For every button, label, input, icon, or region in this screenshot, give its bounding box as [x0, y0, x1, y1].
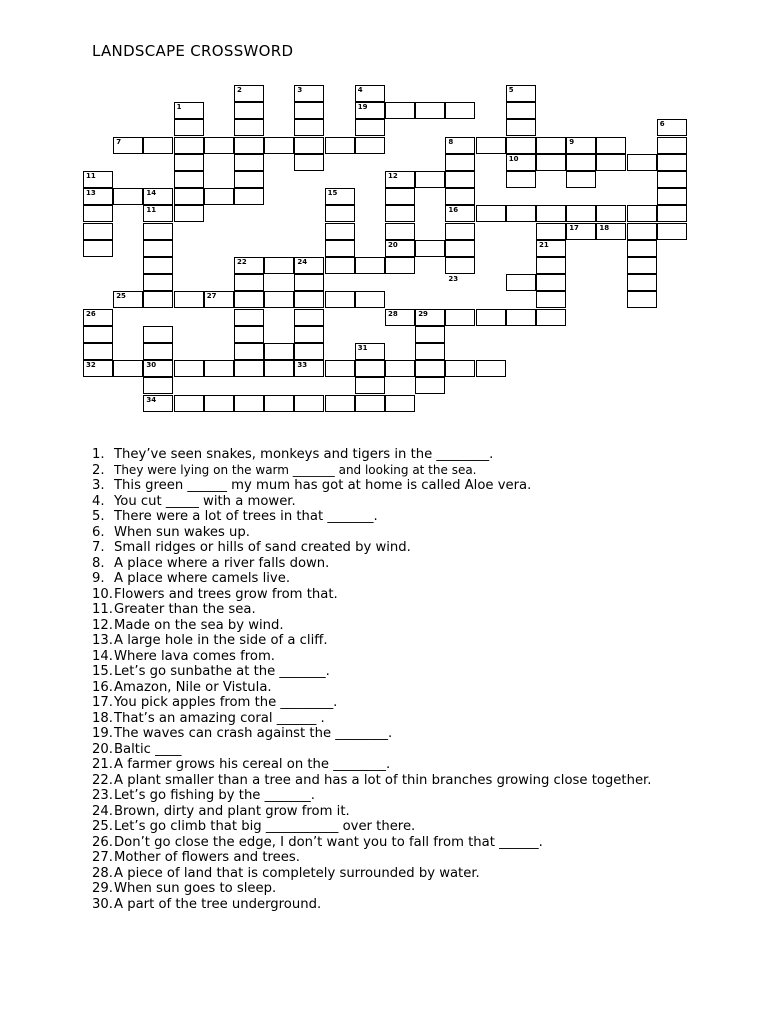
- crossword-grid: [0, 0, 768, 440]
- grid-cell: [506, 102, 536, 119]
- clue-number: 20.: [92, 741, 113, 757]
- clue-item: [92, 695, 652, 711]
- grid-cell: [415, 102, 445, 119]
- grid-cell: [506, 137, 536, 154]
- clue-text: Don’t go close the edge, I don’t want you to fall from that ______.: [114, 834, 543, 850]
- grid-cell: [476, 309, 506, 326]
- grid-cell: [234, 274, 264, 291]
- grid-cell: [385, 102, 415, 119]
- grid-cell: [657, 137, 687, 154]
- clue-number: 3.: [92, 478, 105, 493]
- grid-number: 7: [116, 137, 122, 146]
- clue-item: [92, 819, 652, 835]
- grid-number: 13: [86, 189, 96, 198]
- clue-text: The waves can crash against the ________.: [114, 726, 393, 741]
- clue-item: [92, 835, 652, 851]
- clue-number: 14.: [92, 648, 113, 664]
- clue-text: A piece of land that is completely surrounded by water.: [114, 865, 480, 881]
- clue-number: 25.: [92, 819, 113, 834]
- grid-cell: [325, 395, 355, 412]
- grid-cell: [415, 343, 445, 360]
- clue-number: 24.: [92, 803, 113, 819]
- grid-number: 33: [297, 361, 308, 370]
- grid-cell: [83, 326, 113, 343]
- grid-number: 19: [357, 103, 368, 112]
- grid-cell: [415, 240, 445, 257]
- grid-cell: [506, 274, 536, 291]
- grid-cell: [627, 274, 657, 291]
- grid-cell: [657, 171, 687, 188]
- clue-item: [92, 850, 652, 866]
- clue-item: [92, 556, 652, 572]
- grid-cell: [627, 291, 657, 308]
- grid-cell: [143, 291, 173, 308]
- grid-cell: [174, 395, 204, 412]
- clue-number: 8.: [92, 555, 105, 571]
- grid-cell: [596, 137, 626, 154]
- grid-cell: [264, 257, 294, 274]
- grid-number: 20: [388, 240, 398, 249]
- grid-cell: [627, 223, 657, 240]
- grid-cell: [234, 395, 264, 412]
- grid-number: 5: [508, 86, 514, 94]
- clue-text: When sun wakes up.: [114, 524, 250, 540]
- grid-cell: [325, 137, 355, 154]
- grid-cell: [596, 154, 626, 171]
- grid-cell: [294, 102, 324, 119]
- grid-cell: [415, 377, 445, 394]
- grid-number: 28: [388, 309, 398, 318]
- clue-item: [92, 525, 652, 541]
- grid-cell: [536, 137, 566, 154]
- grid-cell: [294, 326, 324, 343]
- grid-cell: [174, 137, 204, 154]
- grid-cell: [355, 360, 385, 377]
- clue-item: [92, 726, 652, 742]
- clue-text: Flowers and trees grow from that.: [114, 586, 338, 602]
- grid-cell: [143, 257, 173, 274]
- grid-cell: [445, 171, 475, 188]
- clue-number: 11.: [92, 602, 113, 617]
- grid-cell: [385, 257, 415, 274]
- grid-cell: [264, 360, 294, 377]
- grid-cell: [566, 171, 596, 188]
- grid-number: 21: [539, 240, 549, 249]
- grid-cell: [536, 223, 566, 240]
- clue-text: There were a lot of trees in that _______.: [114, 509, 378, 524]
- grid-cell: [294, 119, 324, 136]
- grid-cell: [415, 360, 445, 377]
- grid-number: 11: [146, 206, 157, 215]
- clue-text: Mother of flowers and trees.: [114, 850, 300, 865]
- grid-cell: [143, 137, 173, 154]
- grid-cell: [506, 171, 536, 188]
- grid-cell: [536, 154, 566, 171]
- grid-cell: [83, 343, 113, 360]
- grid-cell: [174, 205, 204, 222]
- grid-cell: [234, 171, 264, 188]
- grid-number: 26: [86, 309, 96, 318]
- clue-item: [92, 866, 652, 882]
- clue-item: [92, 571, 652, 587]
- grid-cell: [476, 360, 506, 377]
- clue-number: 10.: [92, 586, 113, 602]
- grid-cell: [355, 119, 385, 136]
- grid-cell: [415, 326, 445, 343]
- grid-number: 24: [297, 258, 308, 266]
- grid-cell: [657, 188, 687, 205]
- clue-item: [92, 509, 652, 525]
- grid-cell: [536, 274, 566, 291]
- clue-text: Let’s go climb that big ___________ over there.: [114, 819, 416, 834]
- clue-text: A place where a river falls down.: [114, 555, 330, 571]
- clue-number: 26.: [92, 834, 113, 850]
- clue-number: 2.: [92, 462, 105, 478]
- grid-cell: [294, 274, 324, 291]
- grid-cell: [234, 188, 264, 205]
- grid-cell: [506, 309, 536, 326]
- grid-cell: [294, 343, 324, 360]
- grid-cell: [113, 188, 143, 205]
- grid-cell: [355, 257, 385, 274]
- grid-cell: [445, 154, 475, 171]
- clue-number: 7.: [92, 540, 105, 555]
- grid-number: 34: [146, 395, 157, 404]
- clue-number: 1.: [92, 447, 105, 462]
- clue-text: A place where camels live.: [114, 571, 291, 586]
- grid-cell: [355, 291, 385, 308]
- grid-cell: [596, 205, 626, 222]
- grid-cell: [264, 291, 294, 308]
- clue-text: A plant smaller than a tree and has a lot of thin branches growing close together.: [114, 772, 652, 788]
- grid-cell: [234, 343, 264, 360]
- clue-item: [92, 618, 652, 634]
- clue-text: Made on the sea by wind.: [114, 617, 284, 633]
- grid-cell: [385, 395, 415, 412]
- clue-number: 9.: [92, 571, 105, 586]
- clue-text: They’ve seen snakes, monkeys and tigers in the ________.: [114, 447, 494, 462]
- grid-cell: [657, 223, 687, 240]
- clue-text: Brown, dirty and plant grow from it.: [114, 803, 350, 819]
- clue-text: Let’s go fishing by the _______.: [114, 788, 315, 803]
- grid-number: 2: [237, 86, 242, 94]
- grid-cell: [83, 205, 113, 222]
- grid-cell: [174, 119, 204, 136]
- grid-cell: [143, 326, 173, 343]
- clue-item: [92, 742, 652, 758]
- clue-number: 29.: [92, 881, 113, 896]
- grid-cell: [385, 223, 415, 240]
- grid-cell: [566, 154, 596, 171]
- grid-cell: [445, 102, 475, 119]
- grid-cell: [264, 343, 294, 360]
- grid-cell: [204, 395, 234, 412]
- clue-text: You cut _____ with a mower.: [114, 493, 296, 509]
- grid-number: 14: [146, 189, 157, 198]
- grid-cell: [234, 326, 264, 343]
- grid-cell: [385, 205, 415, 222]
- grid-cell: [325, 240, 355, 257]
- grid-cell: [83, 240, 113, 257]
- clue-number: 17.: [92, 695, 113, 710]
- grid-cell: [83, 223, 113, 240]
- clue-text: Amazon, Nile or Vistula.: [114, 679, 272, 695]
- grid-number: 10: [508, 154, 519, 163]
- clue-text: They were lying on the warm _______ and looking at the sea.: [114, 462, 477, 477]
- clue-item: [92, 447, 652, 463]
- grid-cell: [627, 240, 657, 257]
- grid-number: 3: [297, 86, 303, 94]
- clue-text: Small ridges or hills of sand created by wind.: [114, 540, 411, 555]
- grid-number: 12: [388, 172, 398, 180]
- grid-cell: [174, 188, 204, 205]
- clue-item: [92, 804, 652, 820]
- clue-number: 5.: [92, 509, 105, 524]
- clue-text: Greater than the sea.: [114, 602, 256, 617]
- clue-item: [92, 463, 652, 479]
- clue-number: 22.: [92, 772, 113, 788]
- grid-cell: [445, 309, 475, 326]
- grid-cell: [385, 360, 415, 377]
- grid-cell: [234, 154, 264, 171]
- grid-cell: [325, 291, 355, 308]
- clue-item: [92, 711, 652, 727]
- clue-number: 18.: [92, 710, 113, 726]
- grid-cell: [445, 188, 475, 205]
- clue-item: [92, 757, 652, 773]
- grid-number: 18: [599, 223, 610, 232]
- grid-cell: [445, 360, 475, 377]
- grid-cell: [566, 205, 596, 222]
- grid-cell: [143, 240, 173, 257]
- clue-item: [92, 897, 652, 913]
- grid-cell: [234, 102, 264, 119]
- grid-cell: [536, 309, 566, 326]
- clue-item: [92, 478, 652, 494]
- grid-cell: [355, 137, 385, 154]
- grid-number: 29: [418, 309, 428, 318]
- grid-number: 16: [448, 206, 459, 215]
- grid-cell: [174, 154, 204, 171]
- grid-number: 32: [86, 361, 96, 370]
- grid-cell: [355, 377, 385, 394]
- grid-cell: [234, 309, 264, 326]
- clue-item: [92, 881, 652, 897]
- clue-text: A large hole in the side of a cliff.: [114, 633, 328, 648]
- grid-cell: [627, 205, 657, 222]
- grid-number: 31: [357, 344, 368, 352]
- grid-cell: [476, 137, 506, 154]
- clue-item: [92, 773, 652, 789]
- grid-cell: [627, 257, 657, 274]
- clue-list: [92, 447, 652, 912]
- grid-cell: [174, 291, 204, 308]
- grid-cell: [294, 137, 324, 154]
- grid-number: 22: [237, 258, 247, 266]
- clue-item: [92, 788, 652, 804]
- grid-cell: [264, 395, 294, 412]
- clue-text: When sun goes to sleep.: [114, 881, 277, 896]
- clue-number: 13.: [92, 633, 113, 648]
- grid-cell: [234, 119, 264, 136]
- clue-number: 21.: [92, 757, 113, 772]
- page-title: LANDSCAPE CROSSWORD: [92, 42, 294, 60]
- grid-cell: [204, 137, 234, 154]
- clue-item: [92, 649, 652, 665]
- grid-number: 8: [448, 137, 454, 146]
- grid-cell: [657, 205, 687, 222]
- clue-text: This green ______ my mum has got at home is called Aloe vera.: [114, 478, 532, 493]
- clue-number: 27.: [92, 850, 113, 865]
- grid-cell: [143, 343, 173, 360]
- grid-cell: [174, 171, 204, 188]
- grid-number: 6: [659, 120, 665, 129]
- grid-number: 27: [206, 292, 217, 301]
- clue-item: [92, 664, 652, 680]
- clue-number: 12.: [92, 617, 113, 633]
- clue-item: [92, 680, 652, 696]
- grid-cell: [234, 137, 264, 154]
- grid-cell: [445, 257, 475, 274]
- grid-cell: [355, 395, 385, 412]
- grid-cell: [506, 119, 536, 136]
- clue-number: 19.: [92, 726, 113, 741]
- grid-number: 30: [146, 361, 157, 370]
- clue-number: 30.: [92, 896, 113, 912]
- grid-cell: [627, 154, 657, 171]
- grid-cell: [385, 188, 415, 205]
- grid-number: 9: [569, 137, 575, 146]
- clue-text: Baltic ____: [114, 741, 182, 757]
- grid-number: 4: [357, 86, 363, 94]
- grid-cell: [294, 395, 324, 412]
- grid-cell: [476, 205, 506, 222]
- grid-cell: [264, 137, 294, 154]
- grid-cell: [234, 291, 264, 308]
- grid-cell: [174, 360, 204, 377]
- grid-cell: [113, 360, 143, 377]
- grid-cell: [536, 291, 566, 308]
- grid-number: 11: [86, 172, 96, 180]
- grid-cell: [325, 257, 355, 274]
- grid-cell: [325, 360, 355, 377]
- grid-cell: [204, 360, 234, 377]
- clue-text: Let’s go sunbathe at the _______.: [114, 664, 330, 679]
- grid-cell: [143, 274, 173, 291]
- clue-item: [92, 602, 652, 618]
- grid-cell: [234, 360, 264, 377]
- clue-number: 16.: [92, 679, 113, 695]
- grid-cell: [445, 223, 475, 240]
- grid-number: 25: [116, 292, 126, 301]
- clue-item: [92, 633, 652, 649]
- clue-text: A farmer grows his cereal on the ________.: [114, 757, 391, 772]
- clue-text: A part of the tree underground.: [114, 896, 322, 912]
- grid-number: 1: [176, 103, 182, 112]
- grid-number: 23: [448, 275, 459, 284]
- clue-item: [92, 494, 652, 510]
- clue-number: 15.: [92, 664, 113, 679]
- grid-cell: [325, 205, 355, 222]
- grid-number: 17: [569, 223, 579, 232]
- grid-cell: [536, 205, 566, 222]
- grid-cell: [325, 223, 355, 240]
- grid-cell: [506, 205, 536, 222]
- clue-text: You pick apples from the ________.: [114, 695, 338, 710]
- grid-cell: [415, 171, 445, 188]
- grid-cell: [294, 291, 324, 308]
- grid-cell: [204, 188, 234, 205]
- grid-cell: [143, 377, 173, 394]
- grid-number: 15: [327, 189, 338, 198]
- grid-cell: [536, 257, 566, 274]
- clue-number: 6.: [92, 524, 105, 540]
- clue-text: Where lava comes from.: [114, 648, 275, 664]
- clue-number: 23.: [92, 788, 113, 803]
- clue-number: 28.: [92, 865, 113, 881]
- clue-item: [92, 540, 652, 556]
- grid-cell: [143, 223, 173, 240]
- grid-cell: [294, 309, 324, 326]
- clue-number: 4.: [92, 493, 105, 509]
- clue-item: [92, 587, 652, 603]
- grid-cell: [445, 240, 475, 257]
- clue-text: That’s an amazing coral ______ .: [114, 710, 325, 726]
- grid-cell: [294, 154, 324, 171]
- grid-cell: [657, 154, 687, 171]
